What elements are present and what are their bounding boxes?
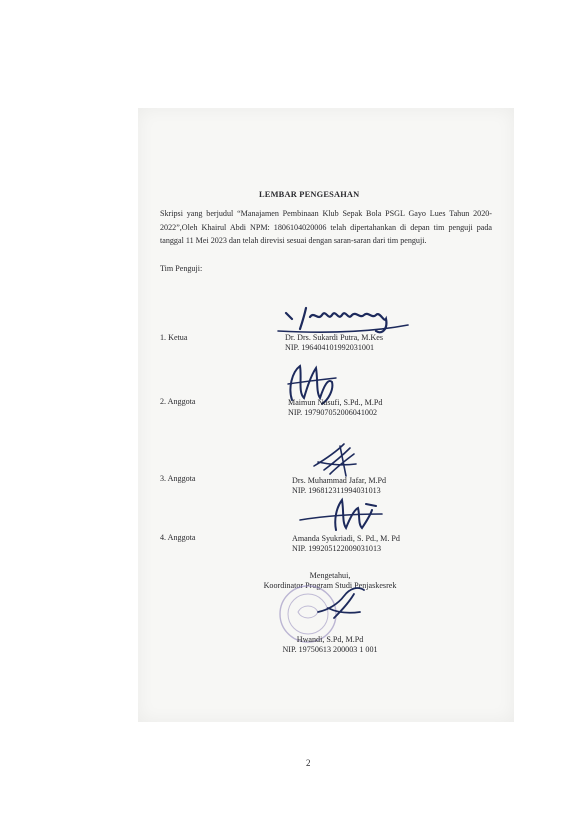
examiner-1-name: Dr. Drs. Sukardi Putra, M.Kes: [285, 333, 384, 342]
approval-position: Koordinator Program Studi Penjaskesrek: [263, 581, 397, 590]
examiner-2-name: Maimun Nusufi, S.Pd., M.Pd: [288, 398, 383, 407]
signature-4-icon: [296, 494, 386, 534]
signature-approval-icon: [314, 582, 374, 624]
approval-nip: NIP. 19750613 200003 1 001: [282, 645, 378, 654]
examiner-4-role: 4. Anggota: [160, 533, 196, 542]
approval-label: Mengetahui,: [309, 571, 351, 580]
examiner-4-name: Amanda Syukriadi, S. Pd., M. Pd: [292, 534, 400, 543]
examiner-3-name: Drs. Muhammad Jafar, M.Pd: [292, 476, 387, 485]
examiner-4-nip: NIP. 199205122009031013: [292, 544, 382, 553]
document-title: LEMBAR PENGESAHAN: [259, 190, 360, 199]
signature-3-icon: [310, 440, 360, 480]
approval-paragraph: Skripsi yang berjudul “Manajamen Pembinaan Klub Sepak Bola PSGL Gayo Lues Tahun 2020-2022”,Oleh Khairul Abdi NPM: 1806104020006 telah dipertahankan di depan tim penguji pada tanggal 11 Mei 2023 dan telah direvisi sesuai dengan saran-saran dari tim penguji.: [160, 209, 492, 245]
approval-name: Hwandi, S.Pd, M.Pd: [296, 635, 364, 644]
examiner-1-nip: NIP. 196404101992031001: [285, 343, 375, 352]
examiner-2-role: 2. Anggota: [160, 397, 196, 406]
examiner-1-role: 1. Ketua: [160, 333, 188, 342]
examiner-team-label: Tim Penguji:: [160, 264, 203, 273]
page-number: 2: [306, 758, 311, 768]
examiner-2-nip: NIP. 197907052006041002: [288, 408, 378, 417]
examiner-3-nip: NIP. 196812311994031013: [292, 486, 381, 495]
examiner-3-role: 3. Anggota: [160, 474, 196, 483]
